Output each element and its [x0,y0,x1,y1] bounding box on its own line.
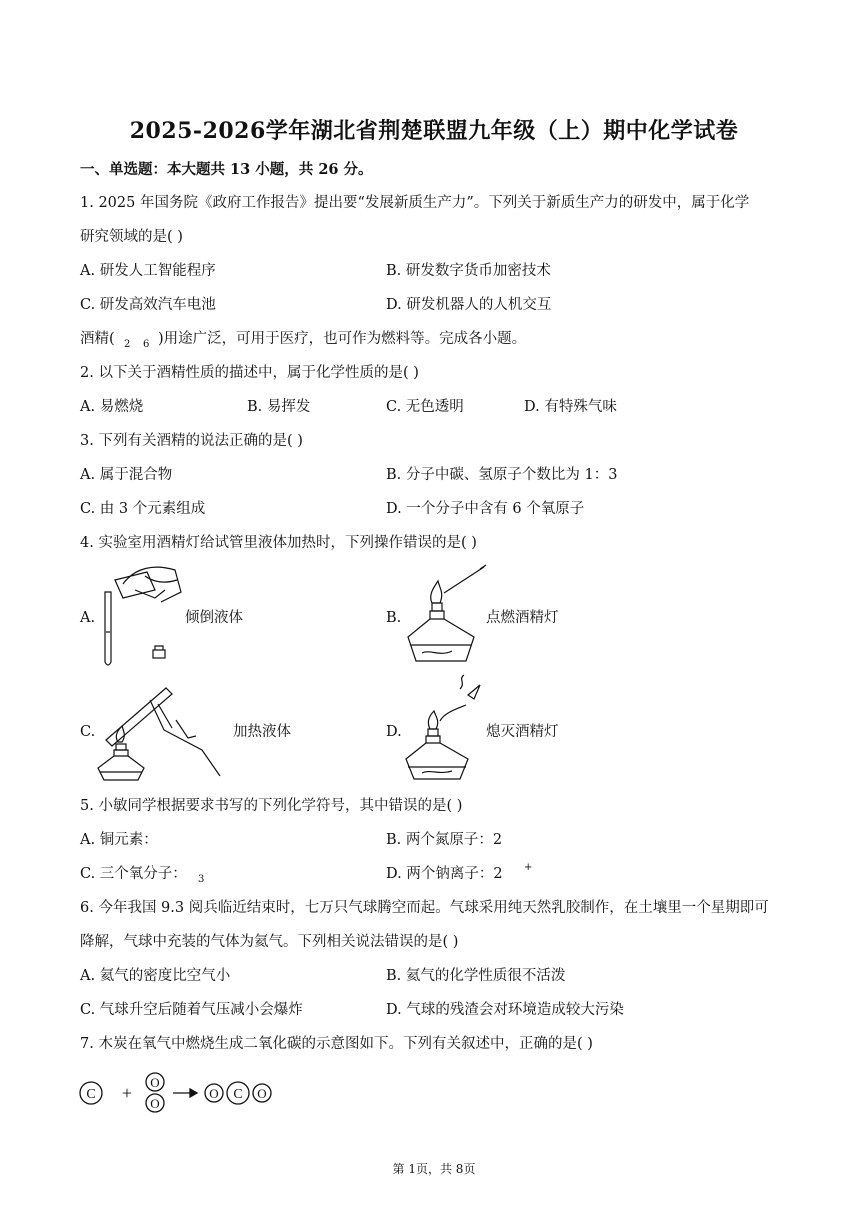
q4-option-b: 点燃酒精灯 [486,610,559,626]
section-heading: 一、单选题：本大题共 13 小题，共 26 分。 [80,161,373,178]
carbon-combustion-diagram [78,1070,278,1115]
intro-post: )用途广泛，可用于医疗，也可作为燃料等。完成各小题。 [158,331,527,347]
heating-liquid-illustration [92,680,232,785]
extinguishing-lamp-illustration [400,675,490,785]
pouring-liquid-illustration [95,562,185,672]
q6-option-a: A. 氦气的密度比空气小 [80,968,231,984]
q4-option-d: 熄灭酒精灯 [486,724,559,740]
q3-stem: 3. 下列有关酒精的说法正确的是( ) [80,433,303,449]
q5-option-a: A. 铜元素： [80,832,158,848]
q3-option-b: B. 分子中碳、氢原子个数比为 1：3 [386,467,618,483]
q1-option-b: B. 研发数字货币加密技术 [386,263,551,279]
q5-stem: 5. 小敏同学根据要求书写的下列化学符号，其中错误的是( ) [80,798,463,814]
q4-option-d-letter: D. [386,724,402,740]
q4-stem: 4. 实验室用酒精灯给试管里液体加热时，下列操作错误的是( ) [80,535,477,551]
q1-stem-line2: 研究领域的是( ) [80,229,183,245]
q2-option-b: B. 易挥发 [247,399,311,415]
page-title: 2025-2026学年湖北省荆楚联盟九年级（上）期中化学试卷 [129,118,739,144]
q6-option-c: C. 气球升空后随着气压减小会爆炸 [80,1002,303,1018]
reactant-oxygen-bottom-label: O [150,1096,160,1111]
q5-option-c-subscript: 3 [198,874,205,885]
q4-option-a-letter: A. [80,610,96,626]
q2-option-a: A. 易燃烧 [80,399,144,415]
q6-option-d: D. 气球的残渣会对环境造成较大污染 [386,1002,624,1018]
q1-option-d: D. 研发机器人的人机交互 [386,297,552,313]
q6-option-b: B. 氦气的化学性质很不活泼 [386,968,566,984]
q5-option-d: D. 两个钠离子：2 [386,866,503,882]
q2-option-c: C. 无色透明 [386,399,464,415]
q5-option-d-superscript: + [524,862,533,873]
product-carbon-label: C [233,1087,243,1102]
q3-option-d: D. 一个分子中含有 6 个氧原子 [386,501,585,517]
q6-stem-line2: 降解，气球中充装的气体为氦气。下列相关说法错误的是( ) [80,934,459,950]
q6-stem-line1: 6. 今年我国 9.3 阅兵临近结束时，七万只气球腾空而起。气球采用纯天然乳胶制作，在土壤里一个星期即可 [80,900,769,916]
intro-subscript-2: 2 [124,339,131,350]
q4-option-c: 加热液体 [233,724,291,740]
q3-option-a: A. 属于混合物 [80,467,173,483]
reactant-carbon-label: C [86,1087,96,1102]
q5-option-c: C. 三个氧分子： [80,866,187,882]
product-oxygen-right-label: O [257,1086,267,1101]
plus-sign: + [121,1083,133,1103]
intro-pre: 酒精( [80,331,115,347]
q2-stem: 2. 以下关于酒精性质的描述中，属于化学性质的是( ) [80,365,419,381]
alcohol-lamp-lighting-illustration [400,565,490,670]
q2-option-d: D. 有特殊气味 [524,399,617,415]
q1-stem-line1: 1. 2025 年国务院《政府工作报告》提出要“发展新质生产力”。下列关于新质生产力的研发中，属于化学 [80,195,750,211]
q4-option-b-letter: B. [386,610,402,626]
q7-stem: 7. 木炭在氧气中燃烧生成二氧化碳的示意图如下。下列有关叙述中，正确的是( ) [80,1036,593,1052]
page-footer: 第 1页，共 8页 [392,1162,476,1176]
q1-option-c: C. 研发高效汽车电池 [80,297,216,313]
intro-subscript-6: 6 [143,339,150,350]
q3-option-c: C. 由 3 个元素组成 [80,501,206,517]
q5-option-b: B. 两个氮原子：2 [386,832,503,848]
q4-option-a: 倾倒液体 [185,610,243,626]
q1-option-a: A. 研发人工智能程序 [80,263,216,279]
q4-option-c-letter: C. [80,724,96,740]
reactant-oxygen-top-label: O [150,1075,160,1090]
product-oxygen-left-label: O [209,1086,219,1101]
